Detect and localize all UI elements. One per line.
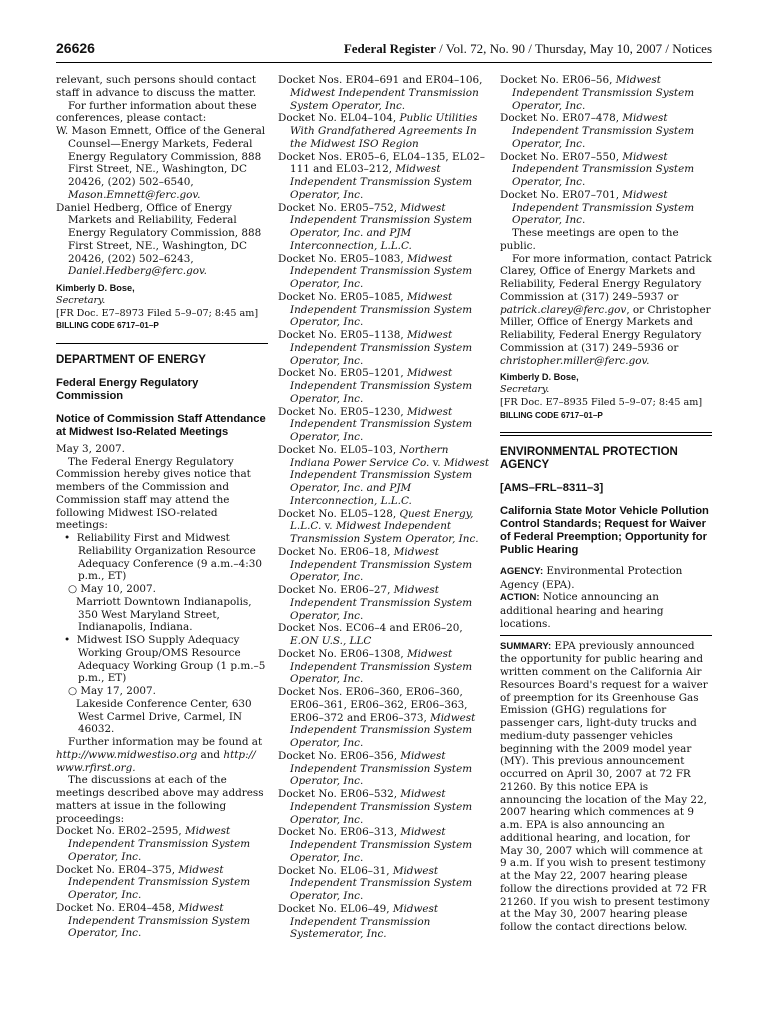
docket-number: Docket No. ER07–701, <box>500 188 623 201</box>
docket-party: Midwest Independent Transmission System Operator, Inc. <box>512 112 695 150</box>
docket-entry <box>278 112 490 150</box>
fr-doc-line: [FR Doc. E7–8935 Filed 5–9–07; 8:45 am] <box>500 396 703 408</box>
docket-party: Public Utilities With Grandfathered Agreements In the Midwest ISO Region <box>290 112 478 150</box>
docket-number: Docket No. EL05–103, <box>278 443 400 456</box>
docket-party: Midwest Independent Transmission System Operator, Inc. <box>512 188 695 227</box>
running-head-details: / Vol. 72, No. 90 / Thursday, May 10, 2007 / Notices <box>435 41 712 56</box>
section-divider <box>56 343 268 344</box>
paragraph: The discussions at each of the meetings described above may address matters at issue in the following proceedings: <box>56 774 264 825</box>
paragraph: For further information about these conferences, please contact: <box>56 99 257 125</box>
summary-paragraph: SUMMARY: EPA previously announced the opportunity for public hearing and written comment on the California Air Resources Board's request for a waiver of preemption for its Greenhouse Gas Emission (GHG) regulations for passenger cars, light-duty trucks and medium-duty passenger vehicles beginning with the 2009 model year (MY). This previous announcement occurred on April 30, 2007 at 72 FR 21260. By this notice EPA is announcing the location of the May 22, 2007 hearing which commences at 9 a.m. EPA is also announcing an additional hearing, and location, for May 30, 2007 which will commence at 9 a.m. If you wish to present testimony at the May 22, 2007 hearing please follow the directions provided at 72 FR 21260. If you wish to present testimony at the May 30, 2007 hearing please follow the contact directions below. <box>500 639 710 933</box>
docket-party: Midwest Independent Transmission System Operator, Inc. <box>290 163 473 201</box>
paragraph: For more information, contact Patrick Clarey, Office of Energy Markets and Reliability, Federal Energy Regulatory Commission at (317) 249–5937 or patrick.clarey@ferc.gov, or Christopher Miller, Office of Energy Markets and Reliability, Federal Energy Regulatory Commission at (317) 249–5936 or christopher.miller@ferc.gov. <box>500 252 712 367</box>
docket-party: Midwest Independent Transmission System Operator, Inc. <box>290 864 473 902</box>
docket-number: Docket No. ER05–1083, <box>278 252 407 265</box>
docket-entry <box>278 74 490 112</box>
paragraph: The Federal Energy Regulatory Commission hereby gives notice that members of the Commission and Commission staff may attend the following Midwest ISO-related meetings: <box>56 455 251 532</box>
docket-entry <box>278 686 490 750</box>
docket-entry <box>278 151 490 202</box>
web-link[interactable]: http:// www.rfirst.org. <box>56 748 256 774</box>
running-head <box>344 41 712 57</box>
docket-entry <box>278 202 490 253</box>
signer-title: Secretary. <box>56 294 106 306</box>
page-number: 26626 <box>56 40 95 56</box>
docket-party: Midwest Independent Transmission System Operator, Inc. <box>290 405 473 443</box>
billing-code: BILLING CODE 6717–01–P <box>56 321 159 331</box>
notice-title: California State Motor Vehicle Pollution Control Standards; Request for Waiver of Federal Preemption; Opportunity for Public Hearing <box>500 504 709 556</box>
docket-party: Quest Energy, L.L.C. <box>290 507 474 533</box>
docket-number: Docket No. ER06–1308, <box>278 647 407 660</box>
docket-party: Midwest Independent Transmission System Operator, Inc. <box>290 329 473 367</box>
docket-entry <box>278 750 490 788</box>
docket-party: Midwest Independent Transmission Systemerator, Inc. <box>290 902 439 941</box>
meeting-place: Lakeside Conference Center, 630 West Carmel Drive, Carmel, IN 46032. <box>76 697 252 736</box>
docket-entry <box>278 648 490 686</box>
docket-number: Docket No. EL06–31, <box>278 864 393 877</box>
contact-entry: W. Mason Emnett, Office of the General Counsel—Energy Markets, Federal Energy Regulatory Commission, 888 First Street, NE., Washington, DC 20426, (202) 502–6540, Mason.Emnett@ferc.gov. <box>56 125 266 201</box>
docket-number: Docket No. ER02–2595, <box>56 825 185 838</box>
docket-entry <box>500 112 712 150</box>
docket-number: Docket No. ER07–478, <box>500 112 623 125</box>
docket-number: Docket No. ER04–375, <box>56 863 179 876</box>
docket-number: Docket Nos. EC06–4 and ER06–20, <box>278 622 463 635</box>
docket-entry <box>278 367 490 405</box>
docket-entry <box>500 189 712 227</box>
docket-party: Midwest Independent Transmission System Operator, Inc. <box>290 367 473 405</box>
docket-party: Midwest Independent Transmission System Operator, Inc. <box>290 290 473 329</box>
column-3 <box>500 74 712 934</box>
docket-party: Midwest Independent Transmission System Operator, Inc. <box>512 74 695 112</box>
frl-number: [AMS–FRL–8311–3] <box>500 481 604 494</box>
docket-number: Docket No. EL05–128, <box>278 507 400 520</box>
docket-number: Docket No. ER05–1138, <box>278 329 407 341</box>
meeting-bullet: • Reliability First and Midwest Reliability Organization Resource Adequacy Conference (9 a.m.–4:30 p.m., ET) <box>64 532 262 583</box>
docket-number: Docket No. EL04–104, <box>278 112 400 125</box>
docket-number: Docket Nos. ER06–360, ER06–360, ER06–361, ER06–362, ER06–363, ER06–372 and ER06–373, <box>278 686 468 724</box>
running-head-title: Federal Register <box>343 41 436 56</box>
docket-number: Docket No. ER05–752, <box>278 201 401 214</box>
meeting-date: ○ May 17, 2007. <box>68 685 156 697</box>
meeting-place: Marriott Downtown Indianapolis, 350 West Maryland Street, Indianapolis, Indiana. <box>76 595 252 634</box>
docket-number: Docket No. ER06–313, <box>278 826 401 839</box>
notice-date: May 3, 2007. <box>56 442 125 455</box>
divider <box>500 635 712 636</box>
column-1 <box>56 74 268 940</box>
docket-entry <box>278 406 490 444</box>
section-divider <box>500 432 712 436</box>
docket-versus: v. <box>321 520 336 533</box>
signer-name: Kimberly D. Bose, <box>500 372 579 383</box>
docket-list <box>278 74 490 941</box>
docket-number: Docket No. ER04–458, <box>56 901 179 914</box>
web-link[interactable]: http://www.midwestiso.org <box>56 748 198 761</box>
docket-number: Docket No. ER05–1230, <box>278 405 407 418</box>
column-2 <box>278 74 490 941</box>
docket-versus: v. <box>429 456 444 469</box>
docket-entry <box>278 826 490 864</box>
agency-heading: ENVIRONMENTAL PROTECTION AGENCY <box>500 446 678 471</box>
docket-entry <box>278 329 490 367</box>
docket-entry <box>278 903 490 941</box>
paragraph: These meetings are open to the public. <box>500 227 679 252</box>
contact-entry: Daniel Hedberg, Office of Energy Markets and Reliability, Federal Energy Regulatory Commission, 888 First Street, NE., Washington, DC 20426, (202) 502–6243, Daniel.Hedberg@ferc.gov. <box>56 201 262 278</box>
docket-party: Midwest Independent Transmission System Operator, Inc. <box>290 826 473 864</box>
notice-title: Notice of Commission Staff Attendance at Midwest Iso-Related Meetings <box>56 412 266 438</box>
docket-number: Docket No. ER06–532, <box>278 788 401 800</box>
email-link[interactable]: Mason.Emnett@ferc.gov. <box>68 188 201 201</box>
docket-party: Midwest Independent Transmission System Operator, Inc. <box>290 86 479 112</box>
docket-party: E.ON U.S., LLC <box>290 635 372 647</box>
docket-party: Midwest Independent Transmission System Operator, Inc. and PJM Interconnection, L.L.C. <box>290 201 473 252</box>
docket-entry <box>56 825 268 863</box>
page-header <box>56 40 712 62</box>
docket-entry <box>500 74 712 112</box>
email-link[interactable]: christopher.miller@ferc.gov. <box>500 354 650 367</box>
email-link[interactable]: Daniel.Hedberg@ferc.gov. <box>68 265 207 278</box>
docket-party: Midwest Independent Transmission System Operator, Inc. <box>290 647 473 686</box>
docket-party: Midwest Independent Transmission System Operator, Inc. <box>290 749 473 788</box>
meeting-bullet: • Midwest ISO Supply Adequacy Working Group/OMS Resource Adequacy Working Group (1 p.m.–5 p.m., ET) <box>64 634 266 685</box>
billing-code: BILLING CODE 6717–01–P <box>500 410 603 420</box>
docket-entry <box>278 622 490 648</box>
fr-doc-line: [FR Doc. E7–8973 Filed 5–9–07; 8:45 am] <box>56 307 259 319</box>
docket-party: Midwest Independent Transmission System Operator, Inc. <box>512 150 695 188</box>
header-rule <box>56 62 712 63</box>
signer-name: Kimberly D. Bose, <box>56 283 135 293</box>
docket-party: Midwest Independent Transmission System Operator, Inc. <box>290 711 476 749</box>
docket-number: Docket No. EL06–49, <box>278 902 393 915</box>
meeting-date: ○ May 10, 2007. <box>68 583 156 595</box>
docket-list <box>500 74 712 227</box>
docket-entry <box>278 584 490 622</box>
docket-list <box>56 825 268 940</box>
signer-title: Secretary. <box>500 384 550 395</box>
docket-party: Midwest Independent Transmission System Operator, Inc. <box>290 788 473 826</box>
docket-party: Northern Indiana Power Service Co. <box>290 443 449 469</box>
docket-party: Midwest Independent Transmission System Operator, Inc. <box>68 863 251 901</box>
docket-entry <box>278 253 490 291</box>
docket-number: Docket Nos. ER04–691 and ER04–106, <box>278 74 483 86</box>
subagency-heading: Federal Energy Regulatory Commission <box>56 376 199 402</box>
docket-party: Midwest Independent Transmission System Operator, Inc. <box>290 545 473 584</box>
docket-entry <box>278 508 490 546</box>
docket-number: Docket No. ER06–18, <box>278 545 394 558</box>
docket-number: Docket No. ER07–550, <box>500 150 623 163</box>
docket-number: Docket No. ER05–1201, <box>278 367 407 380</box>
docket-entry <box>278 291 490 329</box>
docket-party: Midwest Independent Transmission System Operator, Inc. <box>290 584 473 622</box>
email-link[interactable]: patrick.clarey@ferc.gov <box>500 303 627 316</box>
agency-line: AGENCY: Environmental Protection Agency (EPA). <box>500 564 683 591</box>
docket-entry <box>56 902 268 940</box>
docket-number: Docket No. ER06–27, <box>278 584 394 596</box>
docket-number: Docket No. ER06–356, <box>278 749 401 762</box>
paragraph: Further information may be found at http://www.midwestiso.org and http:// www.rfirst.org. <box>56 736 263 774</box>
docket-entry <box>56 864 268 902</box>
paragraph: relevant, such persons should contact staff in advance to discuss the matter. <box>56 74 257 99</box>
action-line: ACTION: Notice announcing an additional hearing and hearing locations. <box>500 591 664 630</box>
docket-party: Midwest Independent Transmission System Operator, Inc. and PJM Interconnection, L.L.C. <box>290 456 490 507</box>
docket-number: Docket No. ER06–56, <box>500 74 616 86</box>
docket-entry <box>278 788 490 826</box>
docket-entry <box>500 151 712 189</box>
docket-entry <box>278 546 490 584</box>
department-heading: DEPARTMENT OF ENERGY <box>56 354 206 366</box>
docket-number: Docket No. ER05–1085, <box>278 290 407 303</box>
docket-party: Midwest Independent Transmission System Operator, Inc. <box>290 252 473 290</box>
docket-party: Midwest Independent Transmission System Operator, Inc. <box>290 520 479 545</box>
docket-party: Midwest Independent Transmission System Operator, Inc. <box>68 901 251 940</box>
docket-entry <box>278 444 490 508</box>
docket-entry <box>278 865 490 903</box>
docket-party: Midwest Independent Transmission System Operator, Inc. <box>68 825 251 863</box>
docket-number: Docket Nos. ER05–6, EL04–135, EL02–111 and EL03–212, <box>278 150 485 176</box>
